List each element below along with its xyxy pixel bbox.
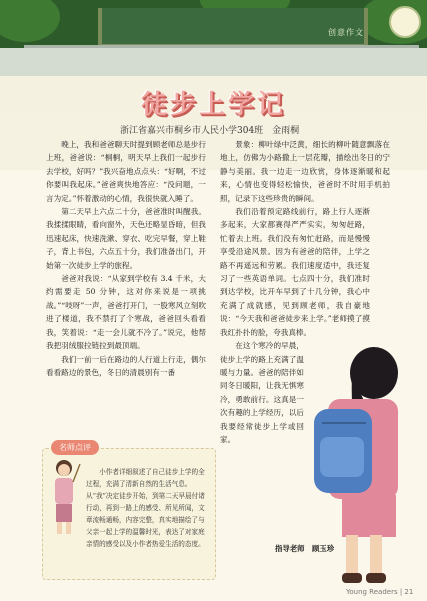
comment-label: 名师点评 (51, 440, 99, 455)
supervising-teacher: 指导老师 顾玉珍 (275, 544, 335, 553)
page-footer: Young Readers | 21 (346, 588, 414, 596)
paragraph: 我们一前一后在路边的人行道上行走，偶尔看看路边的景色，冬日的清晨别有一番 (46, 354, 206, 377)
wall (0, 48, 427, 76)
article-title: 徒步上学记 (140, 90, 286, 120)
paragraph: 我们沿着预定路线前行，路上行人逐渐多起来，大家都赛得严严实实，匆匆赶路，忙着去上班。我们没有匆忙赶路，而是慢慢享受沿途风景。因为有爸爸的陪伴，上学之路不再遥远和劳累。我们速度适中，我还复习了一些英语单词。七点四十分，我们准时到达学校，比开车早到了十几分钟，我心中充满了成就感，见到顾老师，我自豪地说：“今天我和爸爸徒步来上学。”老师摸了摸我红扑扑的脸，夸我真棒。 (220, 207, 370, 337)
paragraph: 爸爸对我说：“从家到学校有 3.4 千米，大约需要走 50 分钟，这对你来说是一项挑战。”“吱呀”一声，爸爸打开门，一股寒风立刻吹进了楼道，我不禁打了个寒战，爸爸回头看看我，笑着说：“走一会儿就不冷了。”说完，他帮我把羽绒服拉链拉到最顶端。 (46, 274, 206, 351)
paragraph: 在这个寒冷的早晨，徒步上学的路上充满了温暖与力量。爸爸的陪伴如同冬日暖阳，让我无惧寒冷，勇敢前行。这真是一次有趣的上学经历，以后我要经常徒步上学或回家。 (220, 341, 304, 444)
paragraph: 晚上，我和爸爸聊天时提到顾老师总是步行上班，爸爸说：“桐桐，明天早上我们一起步行去学校，好吗？”我兴奋地点点头：“好啊，不过你要叫我起床。”爸爸爽快地答应：“没问题，一言为定。”怀着激动的心情，我很快就入睡了。 (46, 140, 206, 203)
paragraph: 第二天早上六点二十分，爸爸准时叫醒我。我揉揉眼睛，看向窗外，天色还略显昏暗，但我迅速起床，快速洗漱、穿衣、吃完早餐，穿上鞋子，背上书包，六点五十分，我们准备出门，开始第一次徒步上学的旅程。 (46, 207, 206, 270)
section-tag: 创意作文 (328, 28, 364, 37)
teacher-illustration-icon (46, 456, 82, 536)
corner-badge-icon (389, 6, 421, 38)
paragraph: 景象：柳叶绿中泛黄，细长的柳叶随意飘落在地上，仿佛为小路撒上一层花瓣，描绘出冬日的宁静与美丽。我一边走一边欣赏，身体逐渐暖和起来，心情也变得轻松愉快，爸爸时不时用手机拍照，记录下这些珍贵的瞬间。 (220, 140, 390, 203)
left-column (46, 138, 206, 379)
girl-with-backpack-illustration (292, 345, 422, 601)
comment-text: 小作者详细叙述了自己徒步上学的全过程，充满了清新自然的生活气息。从“我”决定徒步开始，到第二天早晨付诸行动，再到一路上的感受、所见所闻，文章流畅通畅，内容完整，真实地描绘了与父亲一起上学的温馨时光，表达了对家庭亲情的感受以及小作者热爱生活的态度。 (86, 468, 205, 548)
author-byline: 浙江省嘉兴市桐乡市人民小学304班 金雨桐 (120, 126, 300, 136)
